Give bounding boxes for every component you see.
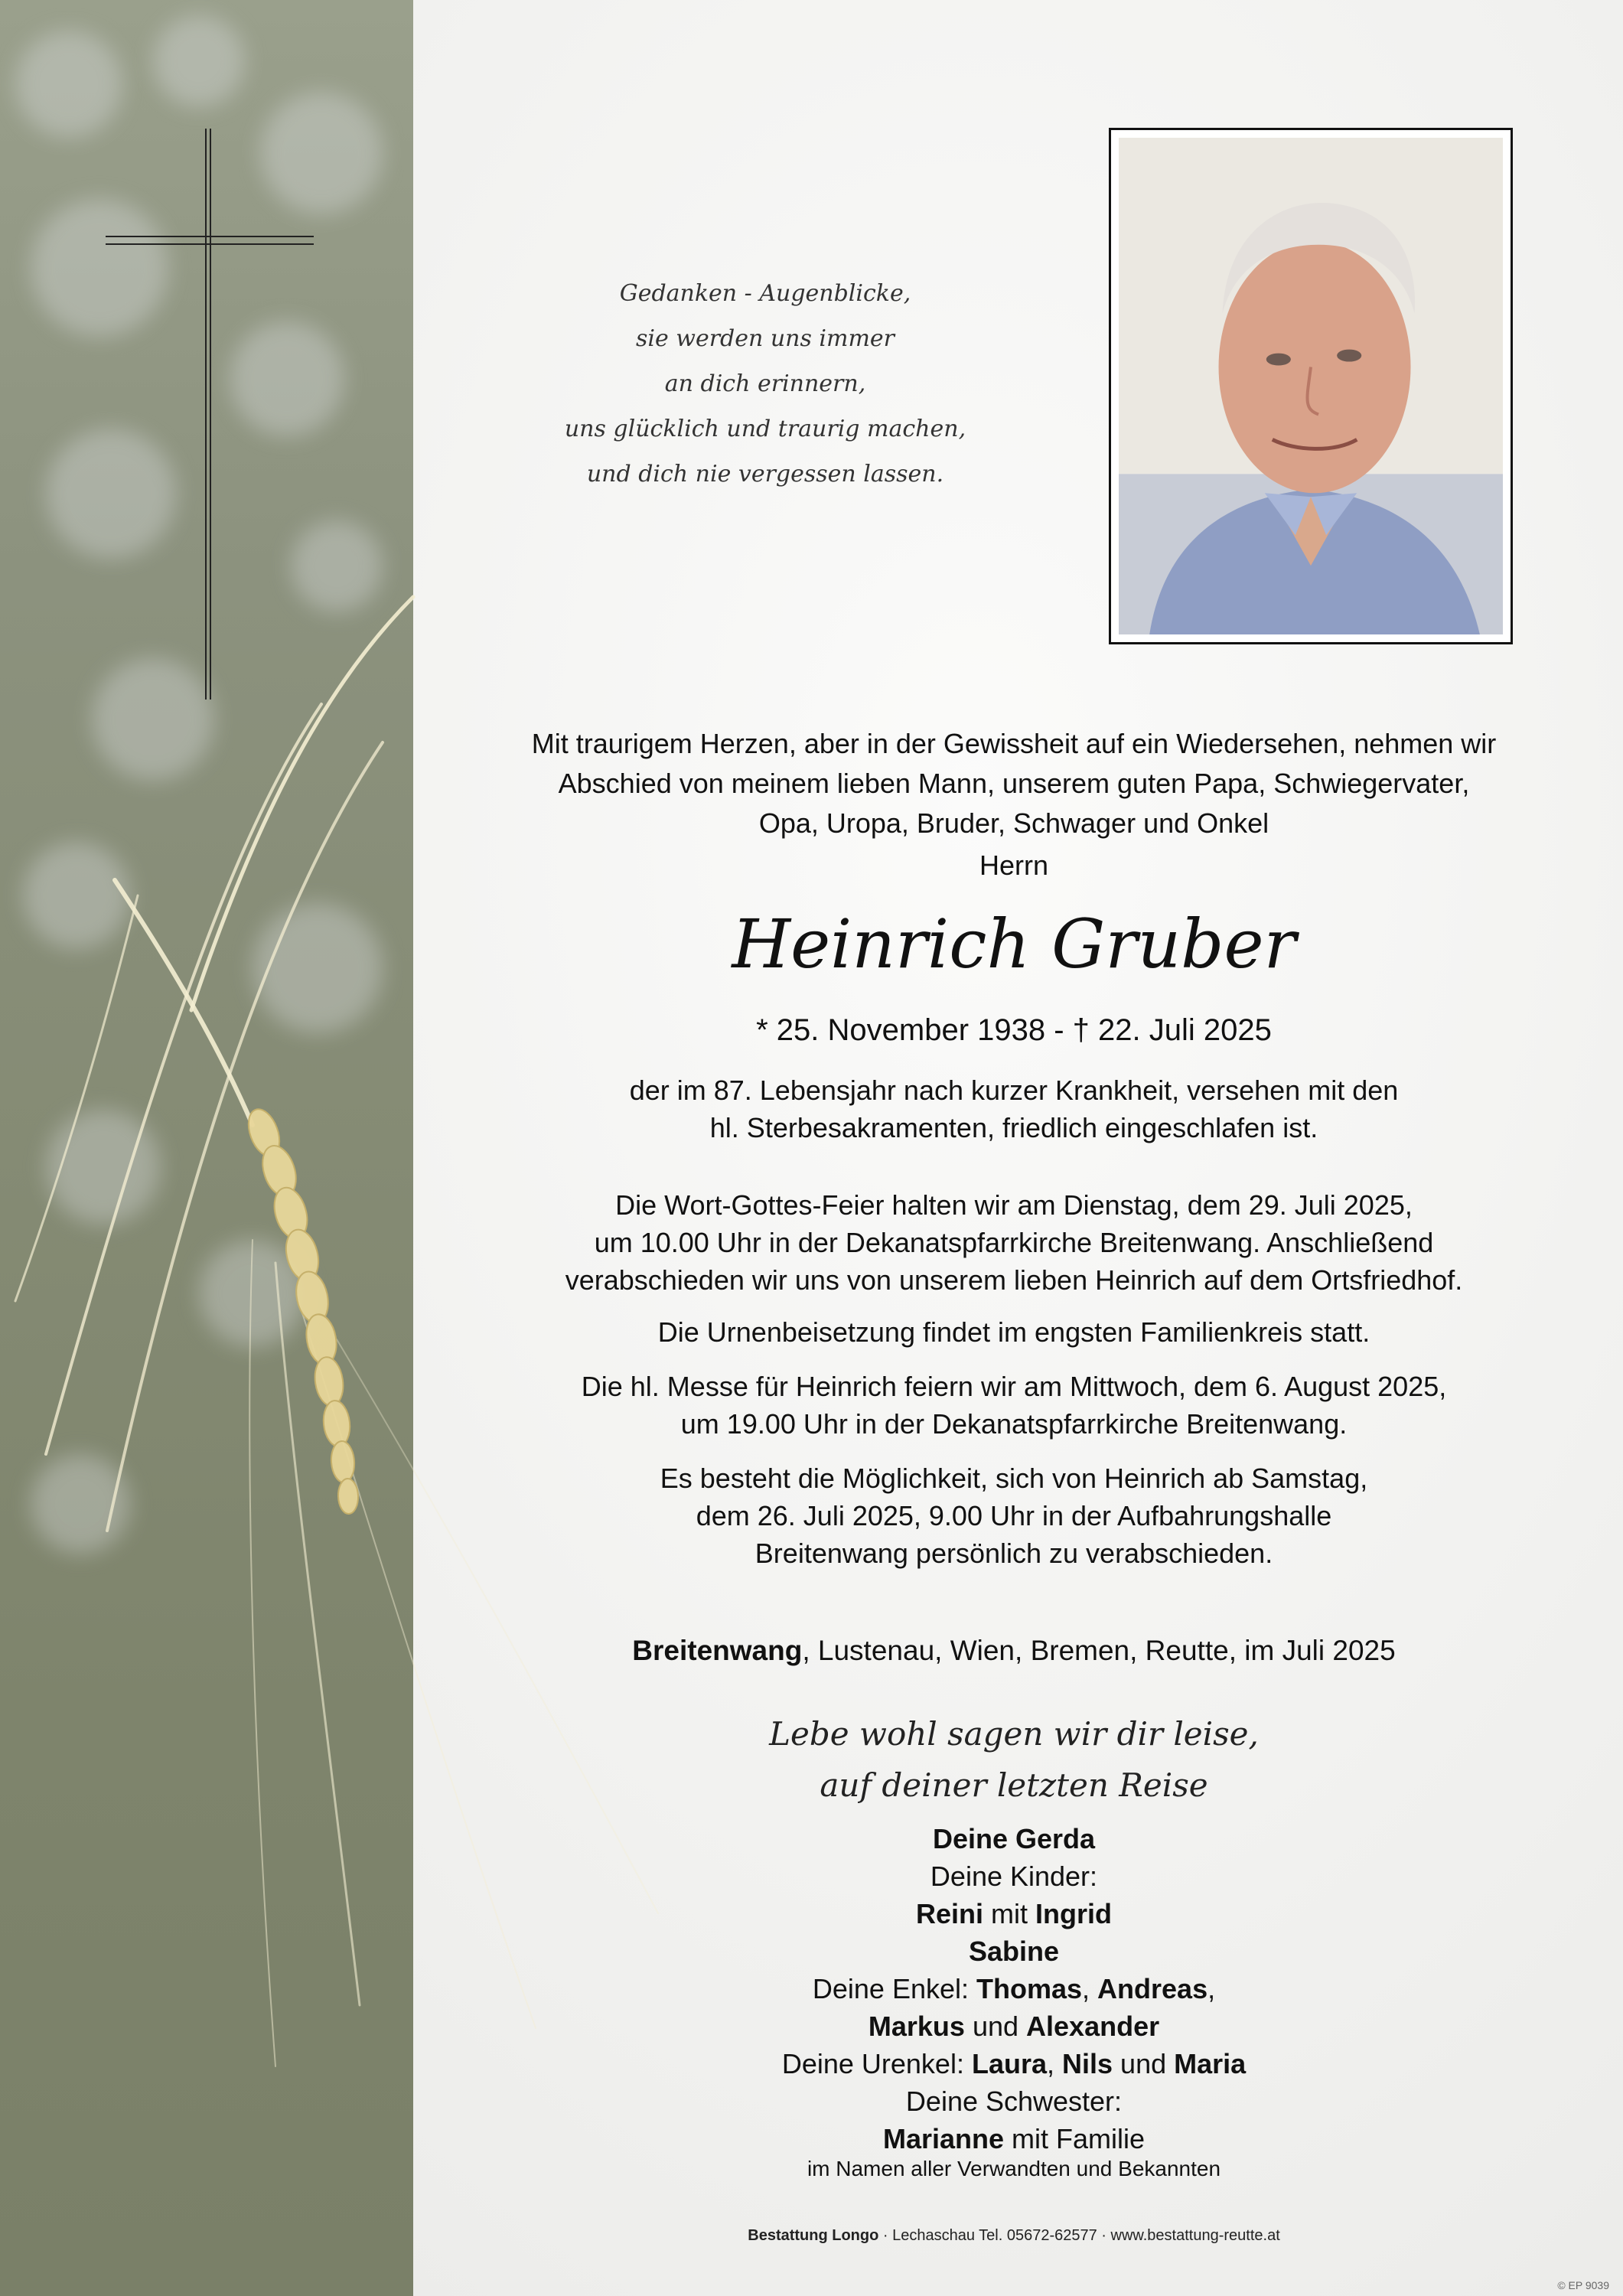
intro-line: Abschied von meinem lieben Mann, unserem guten Papa, Schwiegervater, xyxy=(558,768,1470,799)
paragraph-line: Die hl. Messe für Heinrich feiern wir am Mittwoch, dem 6. August 2025, xyxy=(581,1371,1447,1402)
portrait-frame xyxy=(1109,128,1513,644)
great-grandchildren-label: Deine Urenkel: xyxy=(781,2048,972,2079)
paragraph-line: der im 87. Lebensjahr nach kurzer Krankheit, versehen mit den xyxy=(629,1075,1399,1106)
child-partner-name: Ingrid xyxy=(1035,1898,1112,1929)
connector-text: , xyxy=(1207,1973,1216,2004)
quote-line: uns glücklich und traurig machen, xyxy=(564,416,966,442)
grandchild-name: Thomas xyxy=(976,1973,1083,2004)
great-grandchild-name: Nils xyxy=(1062,2048,1113,2079)
paragraph-line: hl. Sterbesakramenten, friedlich eingeschlafen ist. xyxy=(709,1112,1318,1143)
farewell-verse xyxy=(459,1708,1569,1811)
connector-text: , xyxy=(1047,2048,1063,2079)
intro-line: Opa, Uropa, Bruder, Schwager und Onkel xyxy=(758,807,1269,839)
deceased-name: Heinrich Gruber xyxy=(732,905,1296,983)
on-behalf-line: im Namen aller Verwandten und Bekannten xyxy=(807,2157,1221,2180)
grandchild-name: Alexander xyxy=(1026,2011,1160,2042)
memorial-quote xyxy=(505,271,1025,497)
cross-horizontal-icon xyxy=(106,234,314,246)
great-grandchild-name: Laura xyxy=(971,2048,1047,2079)
sister-name: Marianne xyxy=(882,2123,1005,2154)
viewing-paragraph xyxy=(459,1459,1569,1572)
farewell-line: auf deiner letzten Reise xyxy=(820,1766,1208,1804)
paragraph-line: Breitenwang persönlich zu verabschieden. xyxy=(754,1538,1273,1569)
connector-text: und xyxy=(964,2011,1027,2042)
farewell-line: Lebe wohl sagen wir dir leise, xyxy=(769,1715,1259,1753)
grandchildren-label: Deine Enkel: xyxy=(812,1973,976,2004)
great-grandchild-name: Maria xyxy=(1174,2048,1247,2079)
sister-line xyxy=(459,2120,1569,2157)
main-place: Breitenwang xyxy=(632,1635,803,1666)
connector-text: , xyxy=(1082,1973,1098,2004)
child-line xyxy=(459,1895,1569,1932)
wife-name: Deine Gerda xyxy=(932,1823,1096,1854)
intro-text xyxy=(459,724,1569,843)
funeral-home-name: Bestattung Longo xyxy=(748,2227,879,2244)
mass-paragraph xyxy=(459,1368,1569,1443)
paragraph-line: um 10.00 Uhr in der Dekanatspfarrkirche Breitenwang. Anschließend xyxy=(594,1227,1434,1258)
portrait-photo xyxy=(1119,138,1503,634)
great-grandchildren-line xyxy=(459,2045,1569,2082)
passing-paragraph xyxy=(459,1071,1569,1146)
grandchild-name: Markus xyxy=(868,2011,965,2042)
quote-line: sie werden uns immer xyxy=(635,325,895,352)
sister-rest: mit Familie xyxy=(1004,2123,1146,2154)
children-label: Deine Kinder: xyxy=(930,1861,1098,1892)
place-date-line xyxy=(459,1635,1569,1667)
intro-line: Mit traurigem Herzen, aber in der Gewissheit auf ein Wiedersehen, nehmen wir xyxy=(531,728,1497,759)
document-code: © EP 9039 xyxy=(1557,2279,1609,2291)
connector-text: mit xyxy=(983,1898,1036,1929)
grandchild-name: Andreas xyxy=(1097,1973,1208,2004)
paragraph-line: verabschieden wir uns von unserem lieben Heinrich auf dem Ortsfriedhof. xyxy=(565,1264,1463,1296)
cross-vertical-icon xyxy=(205,129,211,700)
connector-text: und xyxy=(1113,2048,1175,2079)
footer xyxy=(459,2227,1569,2245)
quote-line: Gedanken - Augenblicke, xyxy=(619,280,911,307)
funeral-home-details: · Lechaschau Tel. 05672-62577 · www.bestattung-reutte.at xyxy=(878,2227,1280,2244)
quote-line: an dich erinnern, xyxy=(664,370,866,397)
grandchildren-line xyxy=(459,1970,1569,2007)
life-dates: * 25. November 1938 - † 22. Juli 2025 xyxy=(756,1013,1272,1047)
sister-label: Deine Schwester: xyxy=(905,2086,1123,2117)
child-name: Reini xyxy=(916,1898,984,1929)
paragraph-line: Die Wort-Gottes-Feier halten wir am Dienstag, dem 29. Juli 2025, xyxy=(615,1189,1413,1221)
salutation: Herrn xyxy=(979,850,1049,881)
paragraph-line: dem 26. Juli 2025, 9.00 Uhr in der Aufbahrungshalle xyxy=(696,1500,1332,1531)
service-paragraph xyxy=(459,1186,1569,1299)
grandchildren-line xyxy=(459,2007,1569,2045)
family-list xyxy=(459,1820,1569,2157)
burial-paragraph: Die Urnenbeisetzung findet im engsten Familienkreis statt. xyxy=(657,1316,1370,1348)
place-date-rest: , Lustenau, Wien, Bremen, Reutte, im Juli 2025 xyxy=(802,1635,1396,1666)
paragraph-line: Es besteht die Möglichkeit, sich von Heinrich ab Samstag, xyxy=(660,1463,1368,1494)
child-name: Sabine xyxy=(968,1936,1060,1967)
paragraph-line: um 19.00 Uhr in der Dekanatspfarrkirche Breitenwang. xyxy=(680,1408,1348,1440)
quote-line: und dich nie vergessen lassen. xyxy=(586,461,944,488)
